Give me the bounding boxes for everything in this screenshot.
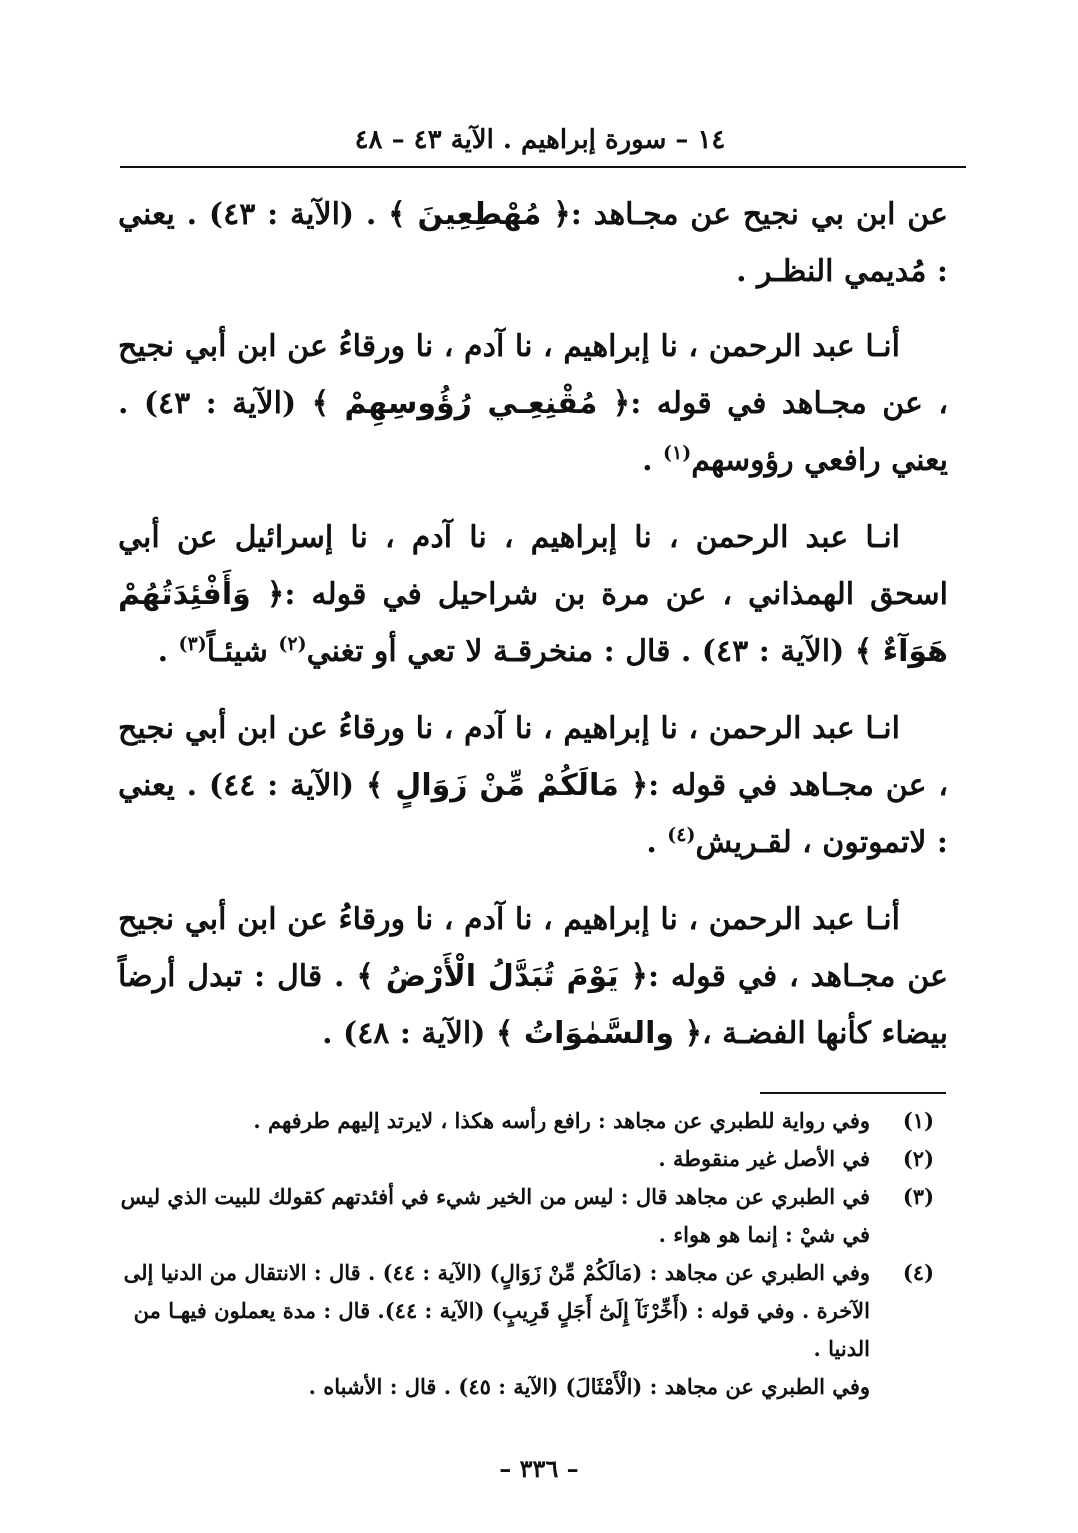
- footnote-text: وفي الطبري عن مجاهد : (مَالَكُمْ مِّنْ زَوَالٍ) (الآية : ٤٤) . قال : الانتقال من الدنيا إلى الآخرة . وفي قوله : (أَخِّرْنَآ إِلَىٰٓ أَجَلٍ قَرِيبٍ) (الآية : ٤٤). قال : مدة يعملون فيهـا من الدنيا .: [123, 1260, 870, 1361]
- paragraph-4-text: انـا عبد الرحمن ، نا إبراهيم ، نا آدم ، نا ورقاءُ عن ابن أبي نجيح ، عن مجـاهد في قوله :: [118, 711, 949, 803]
- footnote-text: في الأصل غير منقوطة .: [658, 1146, 870, 1171]
- footnote-text: في الطبري عن مجاهد قال : ليس من الخير شيء في أفئدتهم كقولك للبيت الذي ليس في شيْ : إنما هو هواء .: [120, 1184, 870, 1247]
- footnote-number: (٢): [902, 1146, 934, 1171]
- paragraph-3-text-mid2: شيئـاً: [206, 634, 279, 669]
- paragraph-4: [118, 700, 948, 871]
- footnote-ref-1[interactable]: (١): [662, 442, 692, 464]
- paragraph-5: [118, 891, 948, 1062]
- footnote-1: [116, 1102, 934, 1140]
- header-rule: [120, 166, 966, 168]
- footnote-rule: [760, 1092, 946, 1094]
- footnote-number: (٣): [902, 1184, 934, 1209]
- footnote-4: [116, 1254, 934, 1368]
- footnote-2: [116, 1140, 934, 1178]
- paragraph-2-text-end: .: [642, 443, 663, 478]
- paragraph-5-text-end: (الآية : ٤٨) .: [322, 1016, 496, 1051]
- quran-verse-2: ﴿ والسَّمٰوَاتُ ﴾: [495, 1016, 703, 1051]
- page-number: – ٣٣٦ –: [499, 1454, 579, 1483]
- paragraph-5-text: أنـا عبد الرحمن ، نا إبراهيم ، نا آدم ، نا ورقاءُ عن ابن أبي نجيح عن مجـاهد ، في قوله :: [118, 902, 949, 994]
- footnotes: [116, 1102, 934, 1406]
- footnote-text: وفي رواية للطبري عن مجاهد : رافع رأسه هكذا ، لايرتد إليهم طرفهم .: [253, 1108, 870, 1133]
- paragraph-2-text-mid: (الآية : ٤٣) . يعني رافعي رؤوسهم: [118, 386, 948, 478]
- paragraph-5-text-mid: . قال : تبدل أرضاً بيضاء كأنها الفضـة ،: [118, 959, 948, 1051]
- quran-verse: ﴿ مُهْطِعِينَ ﴾: [388, 197, 571, 232]
- paragraph-2-text: أنـا عبد الرحمن ، نا إبراهيم ، نا آدم ، نا ورقاءُ عن ابن أبي نجيح ، عن مجـاهد في قوله :: [118, 329, 949, 421]
- paragraph-1-text-end: . (الآية : ٤٣) . يعني : مُديمي النظـر .: [118, 197, 948, 289]
- quran-verse: ﴿ يَوْمَ تُبَدَّلُ الْأَرْضُ ﴾: [356, 959, 649, 994]
- paragraph-4-text-end: .: [646, 825, 668, 860]
- paragraph-3: [118, 509, 948, 680]
- footnote-number: (٤): [902, 1260, 934, 1285]
- quran-verse: ﴿ مُقْنِعِـي رُؤُوسِهِمْ ﴾: [311, 386, 631, 421]
- paragraph-1-text: عن ابن بي نجيح عن مجـاهد :: [570, 197, 948, 232]
- footnote-continuation: وفي الطبري عن مجاهد : (الْأَمْثَالَ) (الآية : ٤٥) . قال : الأشباه .: [308, 1374, 870, 1399]
- quran-verse: ﴿ مَالَكُمْ مِّنْ زَوَالٍ ﴾: [365, 768, 649, 803]
- main-text: [118, 186, 948, 1082]
- footnote-ref-3[interactable]: (٣): [178, 633, 207, 655]
- footnote-3: [116, 1178, 934, 1254]
- quran-verse: ﴿ وَأَفْئِدَتُهُمْ هَوَآءٌ ﴾: [118, 577, 948, 669]
- footnote-number: (١): [902, 1108, 934, 1133]
- paragraph-3-text-mid: (الآية : ٤٣) . قال : منخرقـة لا تعي أو تغني: [306, 634, 855, 669]
- running-head: ١٤ – سورة إبراهيم . الآية ٤٣ – ٤٨: [354, 125, 726, 155]
- paragraph-3-text-end: .: [157, 634, 179, 669]
- footnote-ref-2[interactable]: (٢): [278, 633, 307, 655]
- footnote-ref-4[interactable]: (٤): [667, 824, 696, 846]
- paragraph-4-text-mid: (الآية : ٤٤) . يعني : لاتموتون ، لقـريش: [118, 768, 948, 860]
- paragraph-3-text: انـا عبد الرحمن ، نا إبراهيم ، نا آدم ، نا إسرائيل عن أبي اسحق الهمذاني ، عن مرة بن شراحيل في قوله :: [118, 520, 948, 612]
- paragraph-1: [118, 186, 948, 300]
- paragraph-2: [118, 318, 948, 489]
